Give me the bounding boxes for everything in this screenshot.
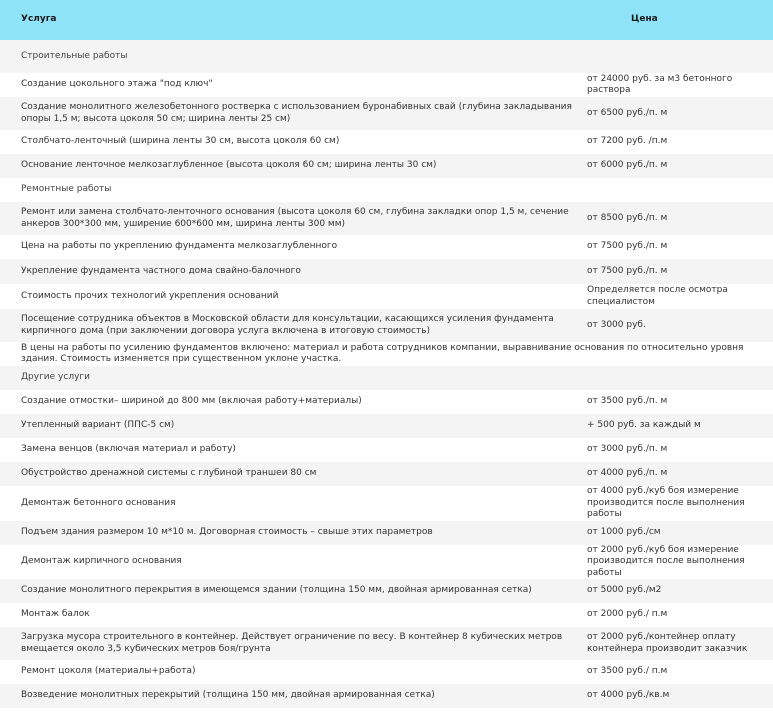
table-row — [0, 259, 773, 284]
service-cell: Демонтаж кирпичного основания — [0, 545, 582, 580]
table-body — [0, 40, 773, 708]
price-cell: от 6000 руб./п. м — [582, 154, 773, 178]
price-cell: от 4000 руб./кв.м — [582, 684, 773, 708]
price-cell: Определяется после осмотра специалистом — [582, 284, 773, 309]
price-cell: от 24000 руб. за м3 бетонного раствора — [582, 73, 773, 97]
service-cell: Создание монолитного железобетонного ростверка с использованием буронабивных свай (глубина закладывания опоры 1,5 м; высота цоколя 50 см; ширина ленты 25 см) — [0, 97, 582, 130]
service-cell: Подъем здания размером 10 м*10 м. Договорная стоимость – свыше этих параметров — [0, 521, 582, 545]
service-cell: Ремонт цоколя (материалы+работа) — [0, 660, 582, 684]
section-row — [0, 40, 773, 73]
price-cell: от 1000 руб./см — [582, 521, 773, 545]
service-cell: Обустройство дренажной системы с глубиной траншеи 80 см — [0, 462, 582, 486]
price-cell: от 8500 руб./п. м — [582, 202, 773, 235]
price-cell: от 3000 руб./п. м — [582, 438, 773, 462]
table-row — [0, 284, 773, 309]
service-cell: Возведение монолитных перекрытий (толщина 150 мм, двойная армированная сетка) — [0, 684, 582, 708]
note-text: В цены на работы по усилению фундаментов включено: материал и работа сотрудников компании, выравнивание основания по относительно уровня здания. Стоимость изменяется при существенном уклоне участка. — [0, 342, 773, 366]
price-cell: от 3500 руб./п. м — [582, 390, 773, 414]
service-cell: Цена на работы по укреплению фундамента мелкозаглубленного — [0, 235, 582, 259]
table-row — [0, 438, 773, 462]
table-row — [0, 684, 773, 708]
table-row — [0, 462, 773, 486]
table-row — [0, 660, 773, 684]
table-row — [0, 603, 773, 627]
table-row — [0, 521, 773, 545]
service-cell: Создание отмостки– шириной до 800 мм (включая работу+материалы) — [0, 390, 582, 414]
table-row — [0, 309, 773, 342]
table-row — [0, 202, 773, 235]
service-cell: Демонтаж бетонного основания — [0, 486, 582, 521]
service-cell: Посещение сотрудника объектов в Московской области для консультации, касающихся усиления фундамента кирпичного дома (при заключении договора услуга включена в итоговую стоимость) — [0, 309, 582, 342]
price-cell — [582, 178, 773, 202]
service-cell: Стоимость прочих технологий укрепления оснований — [0, 284, 582, 309]
table-row — [0, 130, 773, 154]
service-cell: Замена венцов (включая материал и работу) — [0, 438, 582, 462]
table-row — [0, 97, 773, 130]
price-cell: от 7500 руб./п. м — [582, 259, 773, 284]
service-cell: Ремонт или замена столбчато-ленточного основания (высота цоколя 60 см, глубина закладки опор 1,5 м, сечение анкеров 300*300 мм, уширение 600*600 мм, ширина ленты 300 мм) — [0, 202, 582, 235]
table-row — [0, 627, 773, 660]
price-cell: от 2000 руб./куб боя измерение производится после выполнения работы — [582, 545, 773, 580]
service-cell: Загрузка мусора строительного в контейнер. Действует ограничение по весу. В контейнер 8 кубических метров вмещается около 3,5 кубических метров боя/грунта — [0, 627, 582, 660]
price-cell: от 4000 руб./куб боя измерение производится после выполнения работы — [582, 486, 773, 521]
price-cell: от 7500 руб./п. м — [582, 235, 773, 259]
table-row — [0, 154, 773, 178]
price-cell: + 500 руб. за каждый м — [582, 414, 773, 438]
price-cell: от 4000 руб./п. м — [582, 462, 773, 486]
section-row — [0, 178, 773, 202]
price-cell: от 3500 руб./ п.м — [582, 660, 773, 684]
section-title: Ремонтные работы — [0, 178, 582, 202]
header-price: Цена — [582, 0, 773, 40]
price-cell: от 2000 руб./ п.м — [582, 603, 773, 627]
service-cell: Укрепление фундамента частного дома свайно-балочного — [0, 259, 582, 284]
table-row — [0, 73, 773, 97]
price-cell: от 7200 руб. /п.м — [582, 130, 773, 154]
price-cell: от 2000 руб./контейнер оплату контейнера производит заказчик — [582, 627, 773, 660]
table-row — [0, 579, 773, 603]
price-cell: от 3000 руб. — [582, 309, 773, 342]
table-row — [0, 414, 773, 438]
table-row — [0, 235, 773, 259]
service-cell: Создание монолитного перекрытия в имеющемся здании (толщина 150 мм, двойная армированная сетка) — [0, 579, 582, 603]
section-title: Другие услуги — [0, 366, 582, 390]
section-row — [0, 366, 773, 390]
table-row — [0, 390, 773, 414]
header-service: Услуга — [0, 0, 582, 40]
price-cell — [582, 366, 773, 390]
table-header-row — [0, 0, 773, 40]
note-row — [0, 342, 773, 366]
service-cell: Основание ленточное мелкозаглубленное (высота цоколя 60 см; ширина ленты 30 см) — [0, 154, 582, 178]
price-cell: от 6500 руб./п. м — [582, 97, 773, 130]
table-row — [0, 545, 773, 580]
section-title: Строительные работы — [0, 40, 582, 73]
service-cell: Утепленный вариант (ППС-5 см) — [0, 414, 582, 438]
service-cell: Столбчато-ленточный (ширина ленты 30 см, высота цоколя 60 см) — [0, 130, 582, 154]
service-cell: Монтаж балок — [0, 603, 582, 627]
price-cell: от 5000 руб./м2 — [582, 579, 773, 603]
price-cell — [582, 40, 773, 73]
service-cell: Создание цокольного этажа "под ключ" — [0, 73, 582, 97]
table-row — [0, 486, 773, 521]
